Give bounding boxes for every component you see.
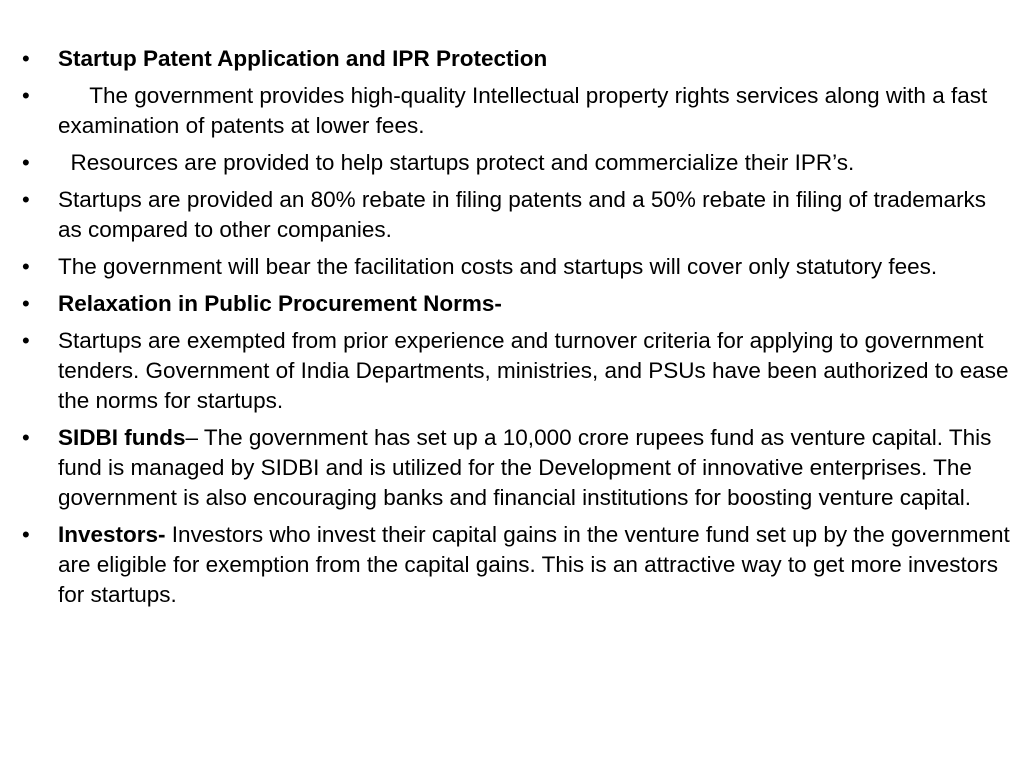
bullet-text: Startups are exempted from prior experience and turnover criteria for applying to government tenders. Government of India Departments, ministries, and PSUs have been authorized to ease the norms for startups. [58,328,1015,413]
bullet-item-investors [22,520,1017,610]
bullet-icon: • [22,328,30,353]
bullet-icon: • [22,83,30,108]
bullet-icon: • [22,291,30,316]
bullet-text [58,289,1012,319]
bullet-item-resources [22,148,1012,178]
bullet-list [22,44,1017,617]
bullet-item-sidbi-funds [22,423,1012,513]
bullet-heading: Startup Patent Application and IPR Protection [58,46,548,71]
bullet-icon: • [22,187,30,212]
bullet-text: SIDBI funds– The government has set up a 10,000 crore rupees fund as venture capital. This fund is managed by SIDBI and is utilized for the Development of innovative enterprises. The government is also encouraging banks and financial institutions for boosting venture capital. [58,425,998,510]
bullet-item-ipr-services [22,81,1012,141]
bullet-text [58,44,1012,74]
bullet-item-procurement-heading [22,289,1012,319]
bullet-heading: Relaxation in Public Procurement Norms- [58,291,502,316]
bullet-text: Startups are provided an 80% rebate in filing patents and a 50% rebate in filing of trademarks as compared to other companies. [58,187,993,242]
bullet-icon: • [22,522,30,547]
bullet-icon: • [22,254,30,279]
bullet-text: Resources are provided to help startups protect and commercialize their IPR’s. [58,150,855,175]
bullet-item-facilitation-costs [22,252,1012,282]
bullet-heading: Investors- [58,522,166,547]
bullet-item-patent-heading [22,44,1012,74]
bullet-text: The government provides high-quality Intellectual property rights services along with a fast examination of patents at lower fees. [58,83,994,138]
bullet-item-rebate [22,185,1012,245]
bullet-heading: SIDBI funds [58,425,186,450]
bullet-item-tender-exemption [22,326,1015,416]
bullet-icon: • [22,425,30,450]
bullet-icon: • [22,150,30,175]
bullet-icon: • [22,46,30,71]
bullet-text: The government will bear the facilitation costs and startups will cover only statutory fees. [58,254,938,279]
bullet-text: Investors- Investors who invest their capital gains in the venture fund set up by the government are eligible for exemption from the capital gains. This is an attractive way to get more investors for startups. [58,522,1017,607]
